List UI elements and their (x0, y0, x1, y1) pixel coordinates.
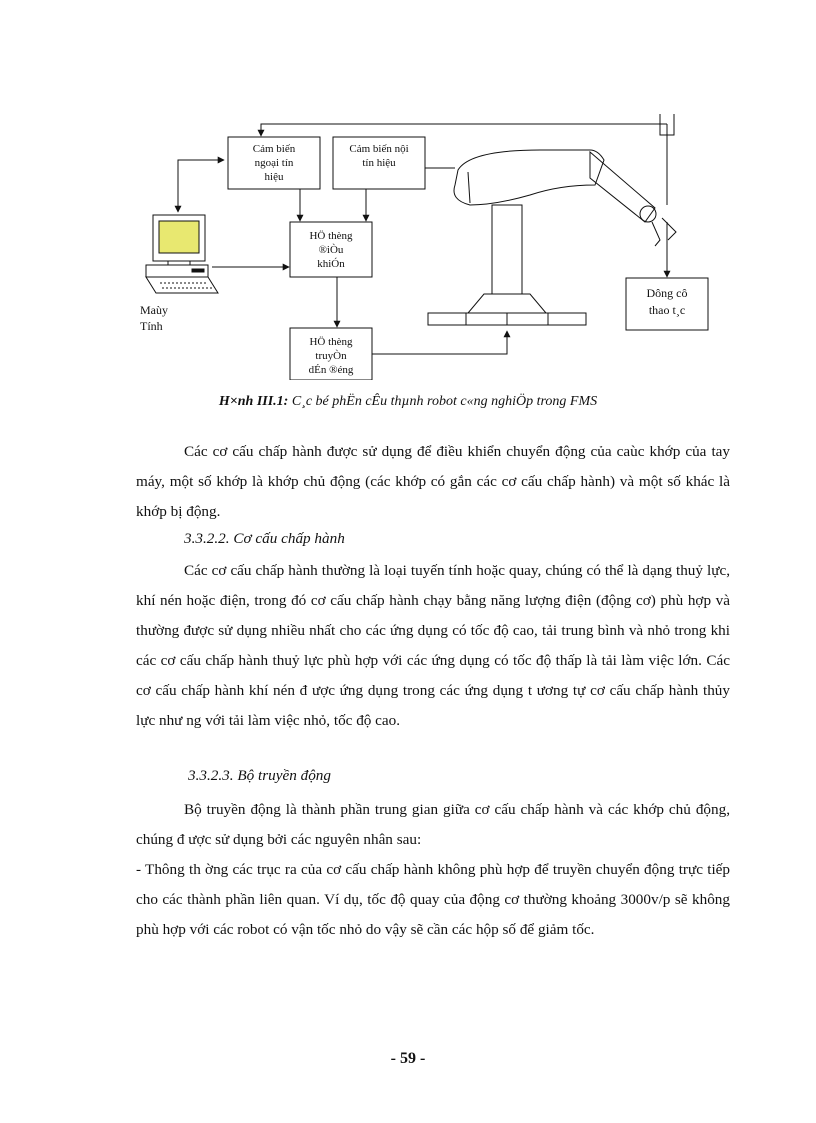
feedback-line (261, 124, 667, 136)
robot-base (428, 205, 586, 325)
external-sensor-label (228, 142, 320, 184)
drive-system-line-2: truyÒn (315, 350, 347, 362)
control-system-line-3: khiÓn (317, 258, 345, 270)
paragraph-transmission-intro: Bộ truyền động là thành phần trung gian giữa cơ cấu chấp hành và các khớp chủ động, chúng đ ược sử dụng bởi các nguyên nhân sau: (136, 801, 730, 848)
section-heading-3-3-2-3: 3.3.2.3. Bộ truyền động (188, 767, 331, 784)
tool-label (626, 285, 708, 319)
drive-system-line-1: HÖ thèng (309, 336, 353, 348)
computer-sensor-link (178, 160, 224, 212)
figure-caption (0, 394, 816, 410)
paragraph-actuators-intro: Các cơ cấu chấp hành được sử dụng để điều khiển chuyển động của caùc khớp của tay máy, một số khớp là khớp chủ động (các khớp có gắn các cơ cấu chấp hành) và một số khác là khớp bị động. (136, 443, 730, 520)
drive-system-label (290, 335, 372, 377)
robot-arm (454, 150, 676, 246)
external-sensor-line-3: hiệu (264, 171, 284, 183)
figure-caption-text: C¸c bé phËn cÊu thµnh robot c«ng nghiÖp trong FMS (288, 394, 598, 409)
computer-icon (146, 215, 218, 293)
external-sensor-line-1: Cảm biến (252, 143, 296, 155)
computer-label (140, 302, 180, 334)
computer-label-line-1: Maùy (140, 303, 168, 317)
internal-sensor-label (333, 142, 425, 170)
drive-system-line-3: dÉn ®éng (308, 364, 354, 376)
drive-to-robot (372, 331, 507, 354)
control-system-label (290, 229, 372, 271)
tool-line-1: Dông cô (646, 286, 688, 300)
robot-components-diagram (0, 0, 816, 380)
figure-caption-prefix: H×nh III.1: (218, 394, 289, 409)
paragraph-transmission-reason: - Thông th ờng các trục ra của cơ cấu chấp hành không phù hợp để truyền chuyển động trực tiếp cho các thành phần liên quan. Ví dụ, tốc độ quay của động cơ thường khoảng 3000v/p sẽ không phù hợp với các robot có vận tốc nhỏ do vậy sẽ cần các hộp số để giảm tốc. (136, 861, 730, 938)
paragraph-actuator-types: Các cơ cấu chấp hành thường là loại tuyến tính hoặc quay, chúng có thể là dạng thuỷ lực, khí nén hoặc điện, trong đó cơ cấu chấp hành chạy bằng năng lượng điện (động cơ) phù hợp và thường được sử dụng nhiều nhất cho các ứng dụng có tốc độ cao, tải trung bình và nhỏ trong khi các cơ cấu chấp hành thuỷ lực phù hợp với các ứng dụng có tốc độ thấp là tải làm việc lớn. Các cơ cấu chấp hành khí nén đ ược ứng dụng trong các ứng dụng t ương tự cơ cấu chấp hành thủy lực như ng với tải làm việc nhỏ, tốc độ cao. (136, 562, 730, 729)
external-sensor-line-2: ngoại tín (254, 157, 294, 169)
control-system-line-1: HÖ thèng (309, 230, 353, 242)
section-heading-3-3-2-2: 3.3.2.2. Cơ cấu chấp hành (184, 530, 345, 547)
tool-line-2: thao t¸c (648, 303, 686, 317)
page-number: - 59 - (390, 1050, 426, 1067)
internal-sensor-line-2: tín hiệu (362, 157, 396, 169)
computer-label-line-2: Tính (140, 319, 163, 333)
control-system-line-2: ®iÒu (318, 244, 344, 256)
internal-sensor-line-1: Cảm biến nội (349, 143, 409, 155)
